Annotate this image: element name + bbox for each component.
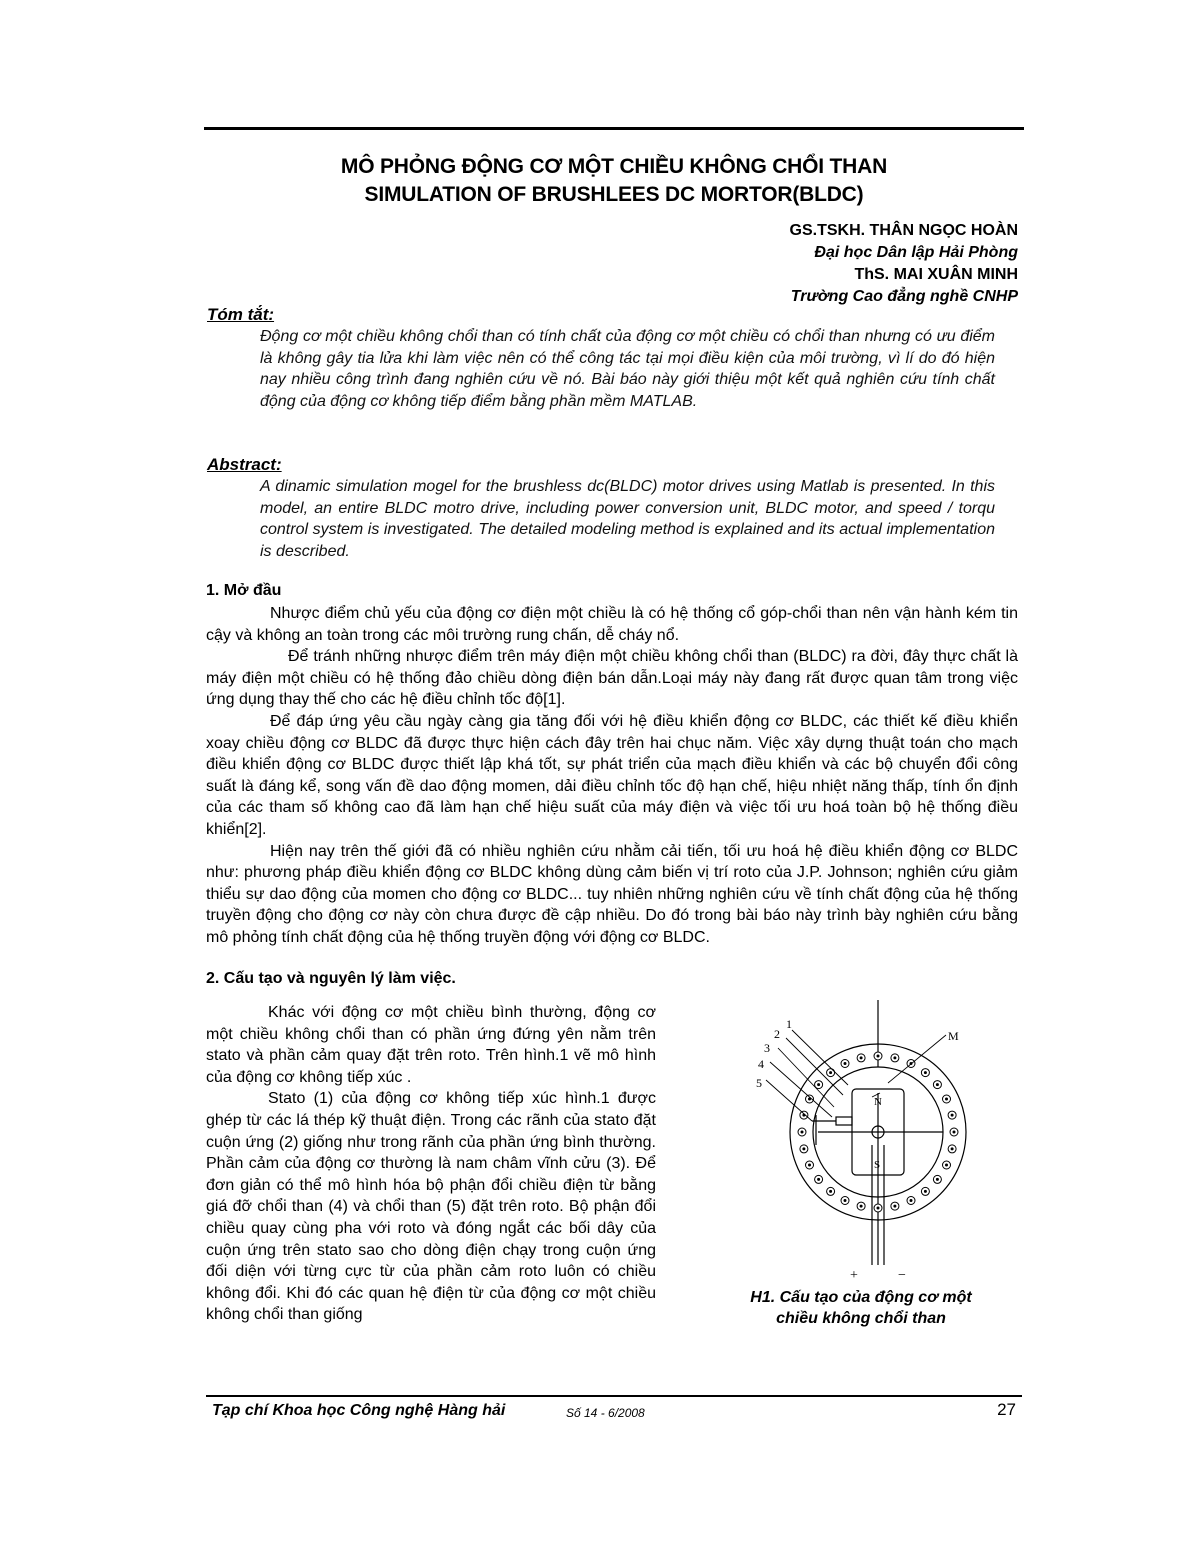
stator-slot-conductor bbox=[894, 1205, 896, 1207]
stator-slot-conductor bbox=[844, 1063, 846, 1065]
author-2: ThS. MAI XUÂN MINH bbox=[854, 266, 1018, 283]
stator-slot-conductor bbox=[877, 1207, 879, 1209]
stator-slot-conductor bbox=[830, 1072, 832, 1074]
stator-slot-conductor bbox=[953, 1131, 955, 1133]
stator-slot-conductor bbox=[951, 1148, 953, 1150]
stator-slot-conductor bbox=[809, 1098, 811, 1100]
summary-text: Động cơ một chiều không chổi than có tính chất của động cơ một chiều có chổi than nhưng có ưu điểm là không gây tia lửa khi làm việc nên có thể công tác tại mọi điều kiện của môi trường, vì lí do đó hiện nay nhiều công trình đang nghiên cứu về nó. Bài báo này giới thiệu một kết quả nghiên cứu tính chất động của động cơ không tiếp điểm bằng phần mềm MATLAB. bbox=[260, 328, 995, 410]
stator-slot-conductor bbox=[801, 1131, 803, 1133]
label-1: 1 bbox=[786, 1017, 792, 1031]
paragraph: Hiện nay trên thế giới đã có nhiều nghiên cứu nhằm cải tiến, tối ưu hoá hệ điều khiển động cơ BLDC như: phương pháp điều khiển động cơ BLDC không dùng cảm biến vị trí roto của J.P. Johnson; nghiên cứu giảm thiểu sự dao động của momen cho động cơ BLDC... tuy nhiên những nghiên cứu về tính chất động của hệ thống truyền động cho động cơ này còn chưa được đề cập nhiều. Do đó trong bài báo này trình bày nghiên cứu bằng mô phỏng tính chất động của hệ thống truyền động với động cơ BLDC. bbox=[206, 842, 1018, 946]
author-1: GS.TSKH. THÂN NGỌC HOÀN bbox=[789, 222, 1018, 239]
bottom-rule bbox=[206, 1395, 1022, 1397]
figure-caption bbox=[716, 1287, 1006, 1329]
top-rule bbox=[204, 127, 1024, 130]
paragraph: Để đáp ứng yêu cầu ngày càng gia tăng đối với hệ điều khiển động cơ BLDC, các thiết kế điều khiển xoay chiều động cơ BLDC đã được thực hiện cách đây trên hai chục năm. Việc xây dựng thuật toán cho mạch điều khiển động cơ BLDC được thiết lập khá tốt, sự phát triển của mạch điều khiển và các bộ chuyển đổi công suất là đáng kể, song vấn đề dao động momen, dải điều chỉnh tốc độ hạn chế, hiệu nhiệt năng thấp, tính ổn định của các tham số không cao đã làm hạn chế hiệu suất của máy điện và việc tối ưu hoá toàn bộ hệ thống điều khiển[2]. bbox=[206, 712, 1018, 838]
paragraph: Stato (1) của động cơ không tiếp xúc hình.1 được ghép từ các lá thép kỹ thuật điện. Trong các rãnh của stato đặt cuộn ứng (2) giống như trong rãnh của phần ứng bình thường. Phần cảm của động cơ thường là nam châm vĩnh cửu (3). Để đơn giản có thể mô hình hóa bộ phận đổi chiều điện từ bằng giá đỡ chổi than (4) và chổi than (5) đặt trên roto. Bộ phận đổi chiều quay cùng pha với roto và đóng ngắt các bối dây của cuộn ứng trên stato sao cho dòng điện chạy trong cuộn ứng đối diện với từng cực từ của phần cảm roto luôn có chiều không đổi. Khi đó các quan hệ điện từ của động cơ một chiều không chổi than giống bbox=[206, 1090, 656, 1324]
title-english: SIMULATION OF BRUSHLEES DC MORTOR(BLDC) bbox=[364, 183, 864, 206]
figure-caption-line-2: chiều không chổi than bbox=[776, 1310, 946, 1327]
page-number: 27 bbox=[997, 1400, 1016, 1419]
section-1-body bbox=[206, 603, 1018, 949]
label-2: 2 bbox=[774, 1027, 780, 1041]
stator-slot-conductor bbox=[924, 1190, 926, 1192]
label-minus: − bbox=[898, 1268, 906, 1283]
label-plus: + bbox=[850, 1268, 858, 1283]
title-vietnamese: MÔ PHỎNG ĐỘNG CƠ MỘT CHIỀU KHÔNG CHỔI THAN bbox=[340, 155, 888, 178]
stator-slot-conductor bbox=[946, 1098, 948, 1100]
summary-label: Tóm tắt: bbox=[207, 305, 275, 324]
figure-caption-line-1: H1. Cấu tạo của động cơ một bbox=[750, 1289, 972, 1306]
journal-name: Tạp chí Khoa học Công nghệ Hàng hải bbox=[212, 1402, 506, 1419]
abstract-label: Abstract: bbox=[207, 455, 282, 474]
affiliation-1: Đại học Dân lập Hải Phòng bbox=[814, 244, 1018, 261]
stator-slot-conductor bbox=[860, 1205, 862, 1207]
stator-slot-conductor bbox=[860, 1057, 862, 1059]
stator-slot-conductor bbox=[803, 1148, 805, 1150]
stator-slot-conductor bbox=[946, 1164, 948, 1166]
affiliation-2: Trường Cao đẳng nghề CNHP bbox=[790, 288, 1018, 305]
stator-slot-conductor bbox=[877, 1055, 879, 1057]
stator-slot-conductor bbox=[809, 1164, 811, 1166]
stator-slot-conductor bbox=[924, 1072, 926, 1074]
stator-slot-conductor bbox=[910, 1200, 912, 1202]
bldc-motor-diagram bbox=[748, 995, 978, 1285]
stator-slot-conductor bbox=[830, 1190, 832, 1192]
paragraph: Khác với động cơ một chiều bình thường, động cơ một chiều không chổi than có phần ứng đứng yên nằm trên stato và phần cảm quay đặt trên roto. Trên hình.1 vẽ mô hình của động cơ không tiếp xúc . bbox=[206, 1004, 656, 1086]
label-south: S bbox=[874, 1159, 881, 1171]
stator-slot-conductor bbox=[936, 1084, 938, 1086]
stator-slot-conductor bbox=[936, 1178, 938, 1180]
label-north: N bbox=[874, 1096, 882, 1108]
issue-number: Số 14 - 6/2008 bbox=[566, 1406, 645, 1420]
authors-block bbox=[790, 220, 1018, 308]
abstract-text: A dinamic simulation mogel for the brushless dc(BLDC) motor drives using Matlab is presented. In this model, an entire BLDC motro drive, including power conversion unit, BLDC motor, and speed / torqu control system is investigated. The detailed modeling method is explained and its actual implementation is described. bbox=[260, 478, 995, 560]
paragraph: Nhược điểm chủ yếu của động cơ điện một chiều là có hệ thống cổ góp-chổi than nên vận hành kém tin cậy và không an toàn trong các môi trường rung chấn, dễ cháy nổ. bbox=[206, 605, 1018, 644]
label-m: M bbox=[948, 1029, 959, 1043]
section-2-heading: 2. Cấu tạo và nguyên lý làm việc. bbox=[206, 970, 456, 987]
stator-slot-conductor bbox=[844, 1200, 846, 1202]
stator-slot-conductor bbox=[894, 1057, 896, 1059]
label-5: 5 bbox=[756, 1076, 762, 1090]
label-3: 3 bbox=[764, 1041, 770, 1055]
section-2-body bbox=[206, 1002, 656, 1326]
section-1-heading: 1. Mở đầu bbox=[206, 582, 282, 599]
stator-slot-conductor bbox=[818, 1178, 820, 1180]
stator-slot-conductor bbox=[951, 1114, 953, 1116]
paragraph: Để tránh những nhược điểm trên máy điện một chiều không chổi than (BLDC) ra đời, đây thực chất là máy điện một chiều có hệ thống đảo chiều dòng điện bán dẫn.Loại máy này đang rất được quan tâm trong việc ứng dụng thay thế cho các hệ điều chỉnh tốc độ[1]. bbox=[206, 648, 1018, 709]
label-4: 4 bbox=[758, 1057, 764, 1071]
stator-slot-conductor bbox=[818, 1084, 820, 1086]
